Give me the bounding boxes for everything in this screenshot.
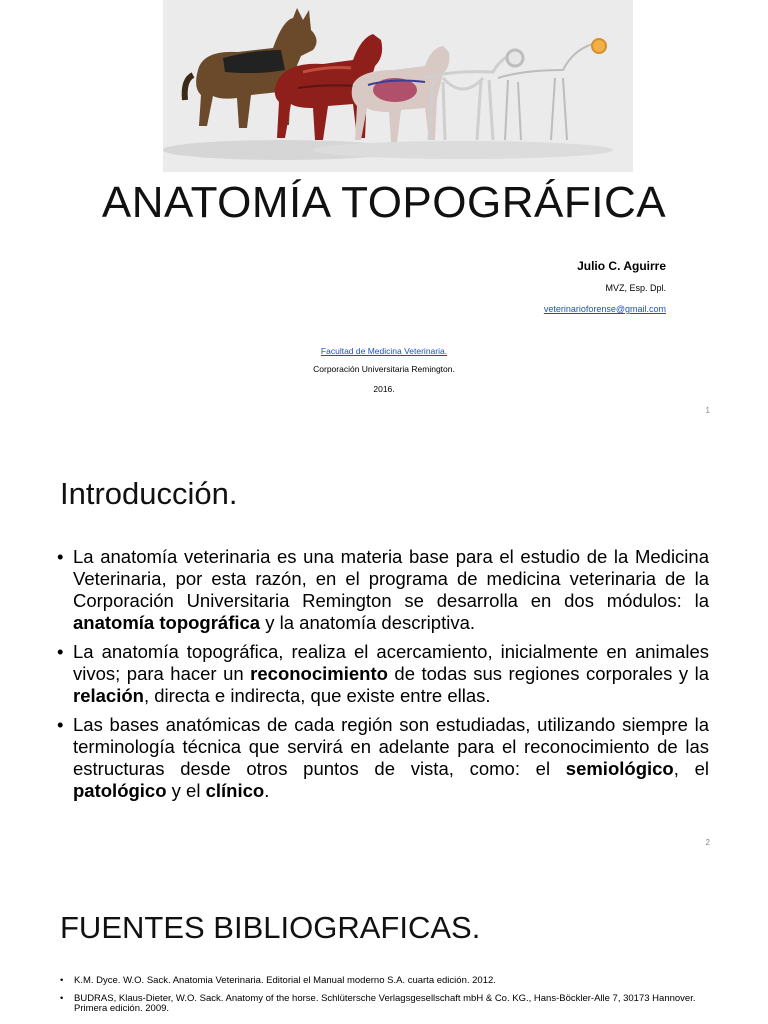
bullet-text: y el [166, 780, 206, 801]
bullet-text: de todas sus regiones corporales y la [387, 663, 710, 684]
institution-name: Corporación Universitaria Remington. [313, 364, 455, 374]
anatomy-layers-illustration [163, 0, 633, 172]
presentation-year: 2016. [373, 384, 395, 394]
title-slide [0, 0, 768, 432]
bullet-icon: • [60, 993, 64, 1004]
dog-anatomy-image [163, 0, 633, 172]
reference-text: K.M. Dyce. W.O. Sack. Anatomia Veterinaria. Editorial el Manual moderno S.A. cuarta edición. 2012. [74, 975, 496, 986]
bullet-text: , directa e indirecta, que existe entre ellas. [143, 685, 491, 706]
bullet-icon: • [57, 641, 64, 662]
bullet-icon: • [57, 546, 64, 567]
introduction-slide [0, 432, 768, 864]
page-number: 1 [705, 406, 710, 415]
faculty-link[interactable]: Facultad de Medicina Veterinaria. [320, 346, 448, 356]
bold-term: patológico [73, 780, 167, 801]
bold-term: clínico [205, 780, 265, 801]
bullet-text: Las bases anatómicas de cada región son estudiadas, utilizando siempre la terminología técnica que servirá en adelante para el reconocimiento de las estructuras desde otros puntos de vista, como: el [73, 714, 709, 779]
bullet-icon: • [60, 975, 64, 986]
author-email-link[interactable]: veterinarioforense@gmail.com [543, 304, 666, 314]
list-item [60, 976, 700, 986]
bullet-list [57, 546, 709, 809]
slide-title: Introducción. [60, 476, 238, 511]
list-item [57, 641, 709, 707]
bold-term: relación [73, 685, 144, 706]
bullet-text: La anatomía veterinaria es una materia base para el estudio de la Medicina Veterinaria, por esta razón, en el programa de medicina veterinaria de la Corporación Universitaria Remington se desarrolla en dos módulos: la [73, 546, 709, 611]
slide-title: FUENTES BIBLIOGRAFICAS. [60, 910, 481, 945]
reference-text: BUDRAS, Klaus-Dieter, W.O. Sack. Anatomy of the horse. Schlütersche Verlagsgesellschaft mbH & Co. KG., Hans-Böckler-Alle 7, 30173 Hannover. Primera edición. 2009. [74, 993, 696, 1014]
bold-term: reconocimiento [250, 663, 388, 684]
reference-list [60, 976, 700, 1022]
list-item [60, 994, 700, 1014]
bullet-icon: • [57, 714, 64, 735]
bullet-text: La anatomía topográfica, realiza el acercamiento, inicialmente en animales vivos; para hacer un [73, 641, 709, 684]
author-degree: MVZ, Esp. Dpl. [605, 283, 666, 293]
page-number: 2 [705, 838, 710, 847]
bold-term: anatomía topográfica [73, 612, 261, 633]
bullet-text: . [264, 780, 270, 801]
bold-term: semiológico [565, 758, 674, 779]
author-name: Julio C. Aguirre [577, 259, 666, 273]
bullet-text: , el [673, 758, 709, 779]
presentation-title: ANATOMÍA TOPOGRÁFICA [101, 178, 667, 227]
list-item [57, 714, 709, 802]
bibliography-slide [0, 864, 768, 1024]
bullet-text: y la anatomía descriptiva. [260, 612, 476, 633]
list-item [57, 546, 709, 634]
